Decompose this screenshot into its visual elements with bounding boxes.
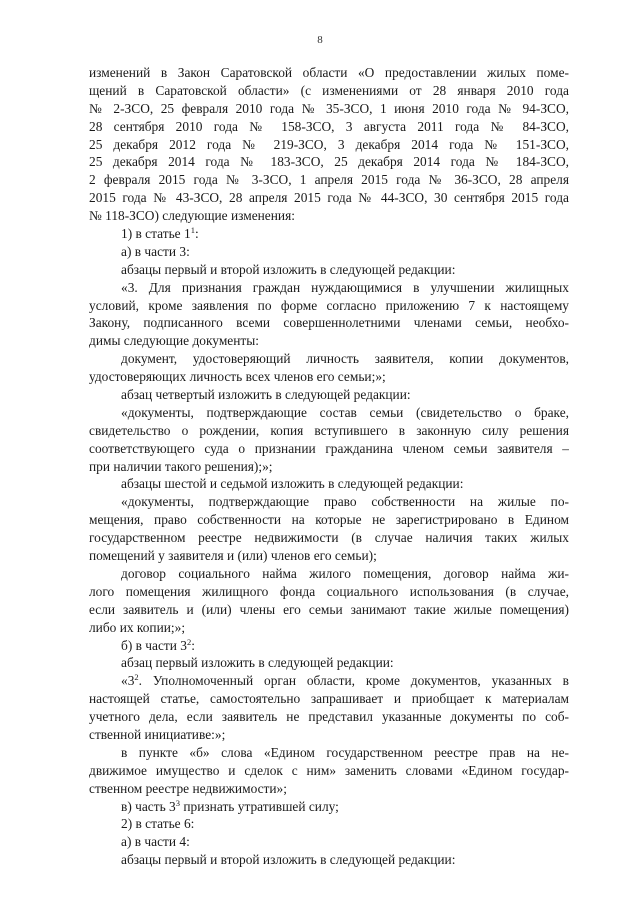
text-line [89, 583, 569, 601]
line-text: 1) в статье 1 [121, 226, 191, 242]
text-line [89, 332, 569, 350]
line-text: свидетельство о рождении, копия вступившего в законную силу решения [89, 422, 569, 438]
line-text: б) в части 3 [121, 637, 187, 653]
text-line [89, 297, 569, 315]
text-line [89, 404, 569, 422]
line-text: 2015 года № 43-ЗСО, 28 апреля 2015 года № 44-ЗСО, 30 сентября 2015 года [89, 190, 569, 206]
text-line [89, 171, 569, 189]
line-text: абзац первый изложить в следующей редакции: [121, 655, 394, 671]
line-text: а) в части 4: [121, 834, 190, 850]
text-line [89, 64, 569, 82]
text-line [89, 726, 569, 744]
line-text: 28 сентября 2010 года № 158-ЗСО, 3 августа 2011 года № 84-ЗСО, [89, 118, 569, 134]
line-text: либо их копии;»; [89, 619, 186, 635]
line-text: соответствующего суда о признании гражданина членом семьи заявителя – [89, 440, 569, 456]
line-text-continued: признать утратившей силу; [180, 798, 339, 814]
text-line [89, 851, 569, 869]
text-line [89, 422, 569, 440]
text-line [89, 225, 569, 243]
text-line [89, 189, 569, 207]
line-text: Закону, подписанного всеми совершеннолетними членами семьи, необхо- [89, 315, 569, 331]
text-line [89, 314, 569, 332]
line-text: «3. Для признания граждан нуждающимися в улучшении жилищных [121, 279, 569, 295]
text-line [89, 815, 569, 833]
line-text: № 118-ЗСО) следующие изменения: [89, 208, 295, 224]
text-line [89, 511, 569, 529]
text-line [89, 690, 569, 708]
line-text: «документы, подтверждающие право собственности на жилые по- [121, 494, 569, 510]
line-text: движимое имущество и сделок с ним» заменить словами «Едином государ- [89, 762, 569, 778]
line-text: государственном реестре недвижимости (в случае наличия таких жилых [89, 530, 569, 546]
text-line [89, 547, 569, 565]
document-body [89, 64, 569, 869]
text-line [89, 100, 569, 118]
line-text-continued: : [194, 226, 199, 242]
text-line [89, 672, 569, 690]
text-line [89, 798, 569, 816]
line-text: «3 [121, 673, 135, 689]
line-text: 25 декабря 2014 года № 183-ЗСО, 25 декабря 2014 года № 184-ЗСО, [89, 154, 569, 170]
line-text: удостоверяющих личность всех членов его семьи;»; [89, 369, 386, 385]
text-line [89, 708, 569, 726]
line-text: щений в Саратовской области» (с изменениями от 28 января 2010 года [89, 82, 569, 98]
line-text: лого помещения жилищного фонда социального использования (в случае, [89, 583, 569, 599]
line-text: абзацы первый и второй изложить в следующей редакции: [121, 261, 456, 277]
text-line [89, 368, 569, 386]
text-line [89, 601, 569, 619]
text-line [89, 261, 569, 279]
text-line [89, 619, 569, 637]
text-line [89, 136, 569, 154]
text-line [89, 458, 569, 476]
line-text: 2) в статье 6: [121, 816, 195, 832]
text-line [89, 153, 569, 171]
line-text: в) часть 3 [121, 798, 176, 814]
line-text: помещений у заявителя и (или) членов его семьи); [89, 548, 377, 564]
text-line [89, 350, 569, 368]
text-line [89, 493, 569, 511]
text-line [89, 207, 569, 225]
text-line [89, 475, 569, 493]
text-line [89, 565, 569, 583]
line-text: договор социального найма жилого помещения, договор найма жи- [121, 565, 569, 581]
text-line [89, 440, 569, 458]
text-line [89, 637, 569, 655]
line-text: изменений в Закон Саратовской области «О предоставлении жилых поме- [89, 65, 569, 80]
text-line [89, 279, 569, 297]
line-text: учетного дела, если заявитель не представил указанные документы по соб- [89, 709, 569, 725]
text-line [89, 529, 569, 547]
line-text: ственном реестре недвижимости»; [89, 780, 287, 796]
superscript: 3 [175, 797, 181, 808]
text-line [89, 82, 569, 100]
superscript: 2 [186, 636, 192, 647]
line-text: ственной инициативе:»; [89, 726, 226, 742]
text-line [89, 762, 569, 780]
text-line [89, 833, 569, 851]
line-text: 25 декабря 2012 года № 219-ЗСО, 3 декабря 2014 года № 151-ЗСО, [89, 136, 569, 152]
superscript: 1 [190, 225, 195, 236]
superscript: 2 [134, 672, 139, 683]
line-text: абзацы шестой и седьмой изложить в следующей редакции: [121, 476, 464, 492]
line-text: если заявитель и (или) члены его семьи занимают такие жилые помещения) [89, 601, 569, 617]
line-text: «документы, подтверждающие состав семьи (свидетельство о браке, [121, 404, 569, 420]
line-text: настоящей статье, самостоятельно запрашивает и приобщает к материалам [89, 691, 569, 707]
line-text: димы следующие документы: [89, 333, 259, 349]
page-number: 8 [317, 34, 323, 46]
line-text-continued: . Уполномоченный орган области, кроме документов, указанных в [138, 673, 569, 689]
line-text: а) в части 3: [121, 243, 190, 259]
line-text: документ, удостоверяющий личность заявителя, копии документов, [121, 351, 569, 367]
line-text: мещения, право собственности на которые не зарегистрировано в Едином [89, 512, 569, 528]
line-text: условий, кроме заявления по форме согласно приложению 7 к настоящему [89, 297, 569, 313]
text-line [89, 243, 569, 261]
text-line [89, 118, 569, 136]
text-line [89, 744, 569, 762]
text-line [89, 654, 569, 672]
line-text: абзацы первый и второй изложить в следующей редакции: [121, 852, 456, 868]
line-text: в пункте «б» слова «Едином государственном реестре прав на не- [121, 744, 569, 760]
line-text-continued: : [191, 637, 195, 653]
line-text: № 2-ЗСО, 25 февраля 2010 года № 35-ЗСО, 1 июня 2010 года № 94-ЗСО, [89, 100, 569, 116]
line-text: абзац четвертый изложить в следующей редакции: [121, 387, 411, 403]
text-line [89, 780, 569, 798]
line-text: 2 февраля 2015 года № 3-ЗСО, 1 апреля 2015 года № 36-ЗСО, 28 апреля [89, 172, 569, 188]
text-line [89, 386, 569, 404]
line-text: при наличии такого решения);»; [89, 458, 273, 474]
